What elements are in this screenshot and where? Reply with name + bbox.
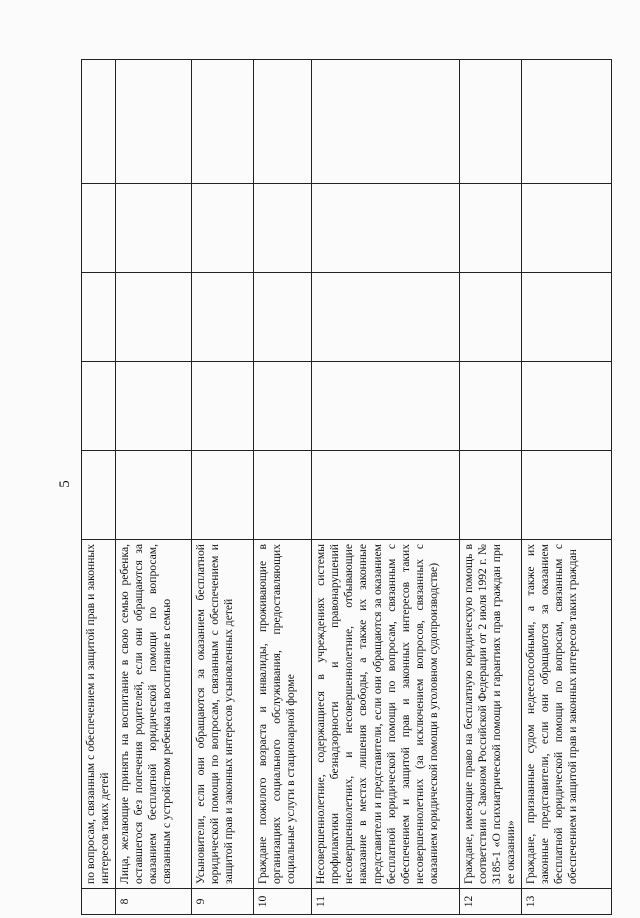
empty-cell	[116, 362, 192, 451]
empty-cell	[254, 273, 312, 362]
empty-cell	[460, 60, 522, 184]
empty-cell	[522, 362, 612, 451]
row-number: 12	[460, 889, 522, 915]
empty-cell	[522, 184, 612, 273]
empty-cell	[254, 184, 312, 273]
empty-cell	[82, 362, 116, 451]
empty-cell	[192, 60, 254, 184]
empty-cell	[254, 451, 312, 540]
row-number	[82, 889, 116, 915]
table-row	[522, 60, 612, 915]
row-number: 9	[192, 889, 254, 915]
empty-cell	[116, 273, 192, 362]
table-row	[460, 60, 522, 915]
empty-cell	[254, 60, 312, 184]
empty-cell	[312, 273, 460, 362]
empty-cell	[192, 273, 254, 362]
table-row	[116, 60, 192, 915]
table-row	[254, 60, 312, 915]
empty-cell	[82, 451, 116, 540]
empty-cell	[116, 451, 192, 540]
empty-cell	[82, 60, 116, 184]
row-number: 10	[254, 889, 312, 915]
empty-cell	[82, 184, 116, 273]
table-row	[82, 60, 116, 915]
empty-cell	[82, 273, 116, 362]
row-description: Граждане, признанные судом недееспособными, а также их законные представители, если они обращаются за оказанием бесплатной юридической помощи по вопросам, связанным с обеспечением и защитой прав и законных интересов таких граждан	[522, 540, 612, 889]
empty-cell	[312, 184, 460, 273]
empty-cell	[116, 184, 192, 273]
row-description: Лица, желающие принять на воспитание в свою семью ребенка, оставшегося без попечения родителей, если они обращаются за оказанием бесплатной юридической помощи по вопросам, связанным с устройством ребенка на воспитание в семью	[116, 540, 192, 889]
empty-cell	[312, 451, 460, 540]
empty-cell	[522, 451, 612, 540]
row-description: по вопросам, связанным с обеспечением и защитой прав и законных интересов таких детей	[82, 540, 116, 889]
empty-cell	[522, 273, 612, 362]
empty-cell	[192, 362, 254, 451]
row-description: Усыновители, если они обращаются за оказанием бесплатной юридической помощи по вопросам, связанным с обеспечением и защитой прав и законных интересов усыновленных детей	[192, 540, 254, 889]
empty-cell	[460, 362, 522, 451]
empty-cell	[312, 362, 460, 451]
row-number: 13	[522, 889, 612, 915]
table-row	[192, 60, 254, 915]
row-description: Несовершеннолетние, содержащиеся в учреждениях системы профилактики безнадзорности и правонарушений несовершеннолетних, и несовершеннолетние, отбывающие наказание в местах лишения свободы, а также их законные представители и представители, если они обращаются за оказанием бесплатной юридической помощи по вопросам, связанным с обеспечением и защитой прав и законных интересов таких несовершеннолетних (за исключением вопросов, связанных с оказанием юридической помощи в уголовном судопроизводстве)	[312, 540, 460, 889]
empty-cell	[192, 451, 254, 540]
row-number: 11	[312, 889, 460, 915]
table-row	[312, 60, 460, 915]
empty-cell	[116, 60, 192, 184]
empty-cell	[312, 60, 460, 184]
row-description: Граждане пожилого возраста и инвалиды, проживающие в организациях социального обслуживания, предоставляющих социальные услуги в стационарной форме	[254, 540, 312, 889]
empty-cell	[254, 362, 312, 451]
row-number: 8	[116, 889, 192, 915]
empty-cell	[522, 60, 612, 184]
page-number: 5	[57, 480, 73, 488]
rotated-landscape-content	[53, 60, 613, 915]
beneficiaries-table	[81, 59, 612, 915]
row-description: Граждане, имеющие право на бесплатную юридическую помощь в соответствии с Законом Российской Федерации от 2 июля 1992 г. № 3185-1 «О психиатрической помощи и гарантиях прав граждан при ее оказании»	[460, 540, 522, 889]
empty-cell	[460, 273, 522, 362]
empty-cell	[460, 184, 522, 273]
empty-cell	[192, 184, 254, 273]
empty-cell	[460, 451, 522, 540]
